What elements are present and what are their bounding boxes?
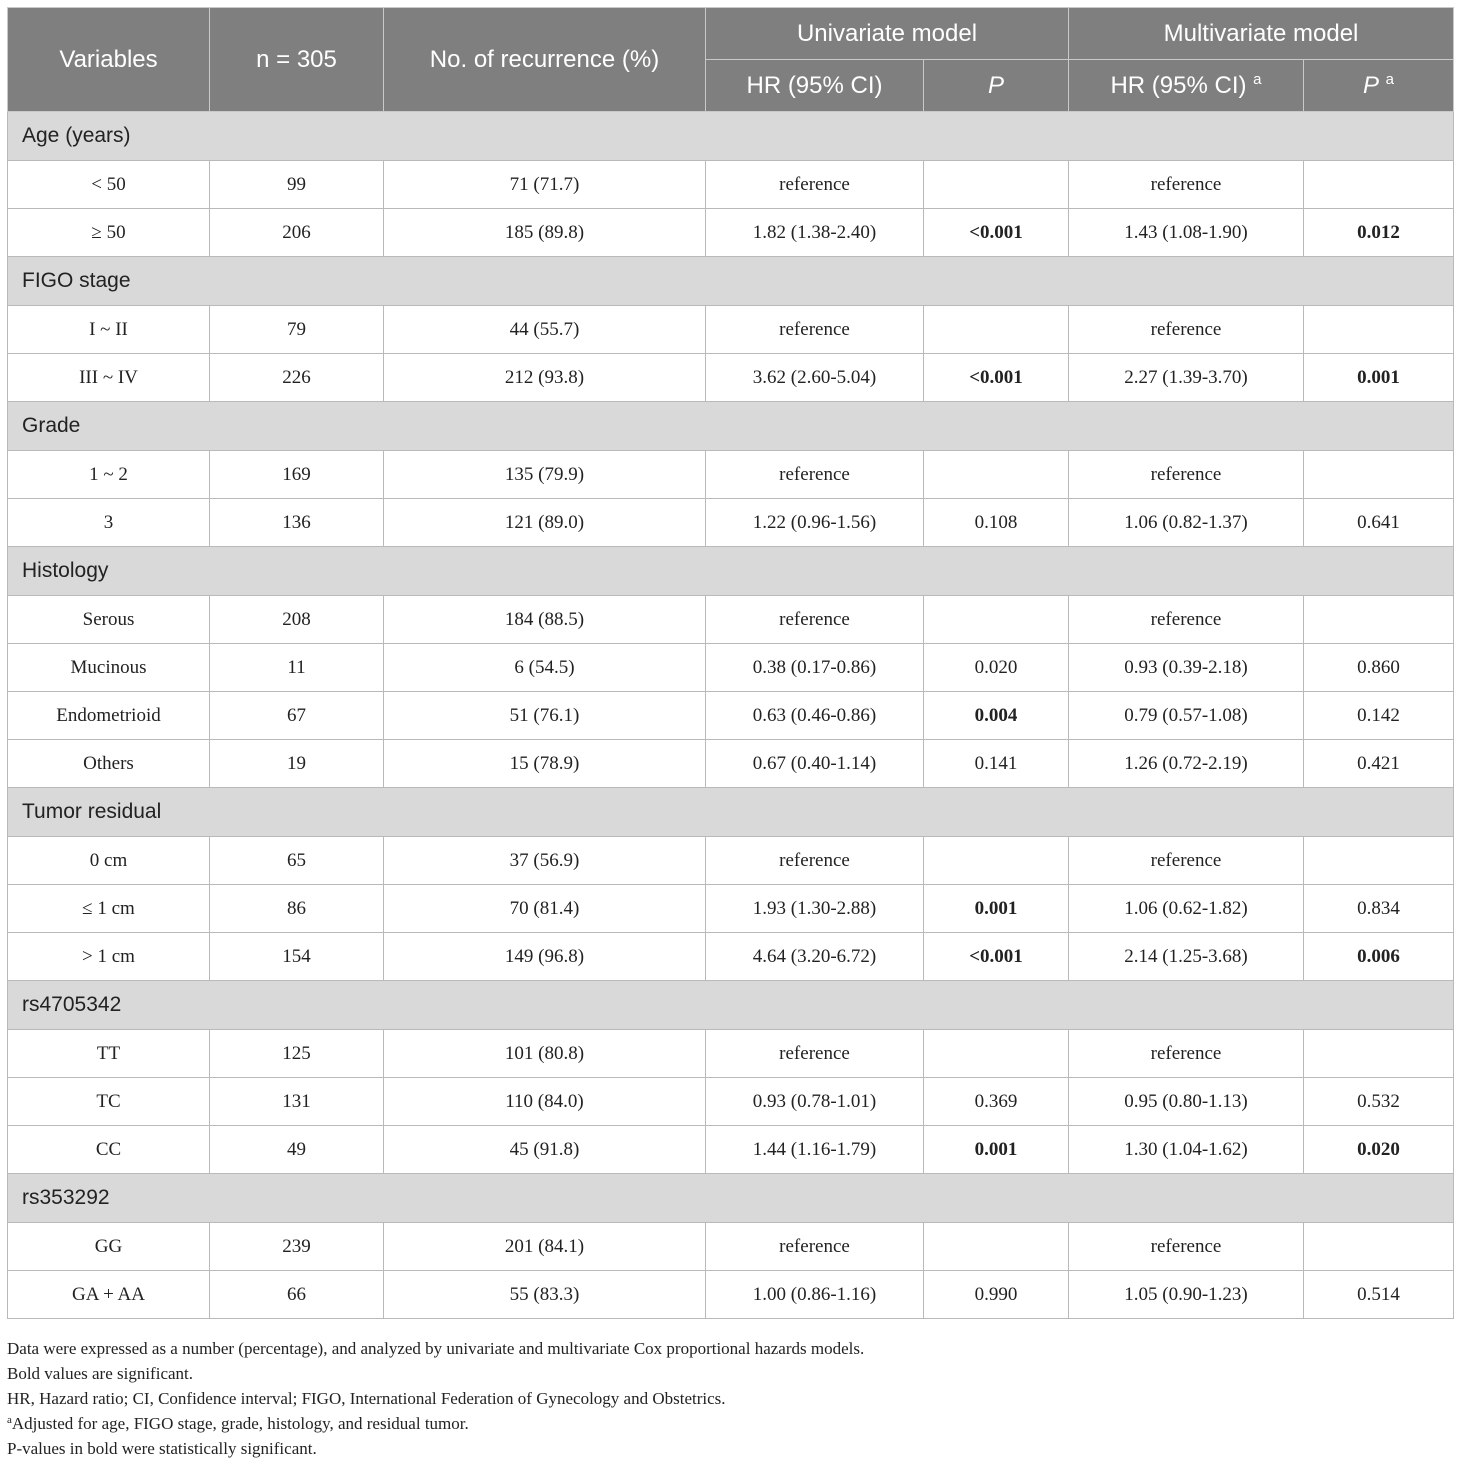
cell-multivariate-hr: 0.79 (0.57-1.08) — [1069, 692, 1304, 740]
cell-variable: GA + AA — [8, 1271, 210, 1319]
cell-multivariate-hr: 1.05 (0.90-1.23) — [1069, 1271, 1304, 1319]
cell-multivariate-p: 0.421 — [1304, 740, 1454, 788]
cell-multivariate-hr: 0.95 (0.80-1.13) — [1069, 1078, 1304, 1126]
cell-recurrence: 37 (56.9) — [384, 837, 706, 885]
cell-multivariate-p: 0.860 — [1304, 644, 1454, 692]
cell-univariate-p: 0.001 — [924, 1126, 1069, 1174]
cell-multivariate-hr: reference — [1069, 161, 1304, 209]
cell-multivariate-p: 0.012 — [1304, 209, 1454, 257]
group-title: FIGO stage — [8, 257, 1454, 306]
footnote-5: P-values in bold were statistically significant. — [7, 1439, 317, 1458]
cell-univariate-hr: reference — [706, 837, 924, 885]
cell-recurrence: 45 (91.8) — [384, 1126, 706, 1174]
table-row — [8, 596, 1454, 644]
header-uni-hr: HR (95% CI) — [706, 60, 924, 112]
table-body — [8, 112, 1454, 1319]
cell-variable: III ~ IV — [8, 354, 210, 402]
cell-multivariate-p — [1304, 451, 1454, 499]
table-row — [8, 740, 1454, 788]
table-footnotes — [7, 1336, 1453, 1461]
cell-multivariate-hr: 1.30 (1.04-1.62) — [1069, 1126, 1304, 1174]
cell-variable: Endometrioid — [8, 692, 210, 740]
cell-n: 131 — [210, 1078, 384, 1126]
cell-n: 154 — [210, 933, 384, 981]
cell-multivariate-p — [1304, 596, 1454, 644]
header-variables: Variables — [8, 8, 210, 112]
cell-recurrence: 201 (84.1) — [384, 1223, 706, 1271]
cell-n: 208 — [210, 596, 384, 644]
cell-multivariate-hr: reference — [1069, 1030, 1304, 1078]
table-row — [8, 692, 1454, 740]
cell-variable: > 1 cm — [8, 933, 210, 981]
cox-regression-table — [7, 7, 1454, 1319]
table-row — [8, 1126, 1454, 1174]
table-header — [8, 8, 1454, 112]
table-row — [8, 499, 1454, 547]
cell-univariate-p — [924, 837, 1069, 885]
cell-univariate-p: 0.020 — [924, 644, 1069, 692]
cell-multivariate-p: 0.020 — [1304, 1126, 1454, 1174]
cell-recurrence: 55 (83.3) — [384, 1271, 706, 1319]
cell-univariate-hr: 0.67 (0.40-1.14) — [706, 740, 924, 788]
cell-multivariate-p — [1304, 161, 1454, 209]
header-multi-p-sup: a — [1385, 70, 1395, 88]
cell-univariate-hr: 1.44 (1.16-1.79) — [706, 1126, 924, 1174]
cell-multivariate-hr: reference — [1069, 837, 1304, 885]
table-row — [8, 306, 1454, 354]
header-multi-p — [1304, 60, 1454, 112]
cell-n: 86 — [210, 885, 384, 933]
table-row — [8, 209, 1454, 257]
cell-univariate-hr: reference — [706, 1030, 924, 1078]
cell-recurrence: 121 (89.0) — [384, 499, 706, 547]
cell-multivariate-hr: 2.14 (1.25-3.68) — [1069, 933, 1304, 981]
cell-univariate-p: 0.108 — [924, 499, 1069, 547]
header-recurrence: No. of recurrence (%) — [384, 8, 706, 112]
results-table-container — [7, 7, 1453, 1319]
header-univariate: Univariate model — [706, 8, 1069, 60]
cell-recurrence: 44 (55.7) — [384, 306, 706, 354]
table-row — [8, 885, 1454, 933]
cell-multivariate-hr: reference — [1069, 596, 1304, 644]
cell-univariate-hr: reference — [706, 306, 924, 354]
cell-variable: TT — [8, 1030, 210, 1078]
cell-multivariate-hr: 1.06 (0.82-1.37) — [1069, 499, 1304, 547]
cell-univariate-p: <0.001 — [924, 933, 1069, 981]
cell-multivariate-p — [1304, 306, 1454, 354]
cell-univariate-hr: 0.93 (0.78-1.01) — [706, 1078, 924, 1126]
table-row — [8, 837, 1454, 885]
group-header-row — [8, 257, 1454, 306]
cell-variable: CC — [8, 1126, 210, 1174]
cell-univariate-hr: 0.38 (0.17-0.86) — [706, 644, 924, 692]
cell-n: 206 — [210, 209, 384, 257]
cell-n: 66 — [210, 1271, 384, 1319]
header-multi-hr — [1069, 60, 1304, 112]
group-title: Age (years) — [8, 112, 1454, 161]
cell-variable: GG — [8, 1223, 210, 1271]
cell-multivariate-p: 0.532 — [1304, 1078, 1454, 1126]
cell-multivariate-hr: 1.43 (1.08-1.90) — [1069, 209, 1304, 257]
cell-multivariate-p: 0.001 — [1304, 354, 1454, 402]
cell-recurrence: 51 (76.1) — [384, 692, 706, 740]
cell-recurrence: 212 (93.8) — [384, 354, 706, 402]
cell-variable: Serous — [8, 596, 210, 644]
cell-univariate-hr: 1.93 (1.30-2.88) — [706, 885, 924, 933]
cell-multivariate-p: 0.006 — [1304, 933, 1454, 981]
header-multi-hr-sup: a — [1253, 70, 1262, 88]
cell-univariate-hr: reference — [706, 1223, 924, 1271]
cell-univariate-p: <0.001 — [924, 354, 1069, 402]
cell-multivariate-hr: 1.26 (0.72-2.19) — [1069, 740, 1304, 788]
header-multi-p-label: P — [1362, 71, 1379, 99]
cell-n: 169 — [210, 451, 384, 499]
cell-univariate-p — [924, 1223, 1069, 1271]
table-row — [8, 1030, 1454, 1078]
cell-univariate-p: 0.141 — [924, 740, 1069, 788]
table-row — [8, 644, 1454, 692]
cell-variable: < 50 — [8, 161, 210, 209]
cell-univariate-p — [924, 451, 1069, 499]
cell-univariate-hr: 1.22 (0.96-1.56) — [706, 499, 924, 547]
cell-univariate-p — [924, 1030, 1069, 1078]
header-n: n = 305 — [210, 8, 384, 112]
cell-n: 125 — [210, 1030, 384, 1078]
cell-variable: 1 ~ 2 — [8, 451, 210, 499]
cell-variable: TC — [8, 1078, 210, 1126]
footnote-4 — [7, 1411, 1453, 1436]
cell-univariate-hr: reference — [706, 161, 924, 209]
footnote-2: Bold values are significant. — [7, 1364, 194, 1383]
cell-variable: ≥ 50 — [8, 209, 210, 257]
cell-univariate-hr: 4.64 (3.20-6.72) — [706, 933, 924, 981]
table-row — [8, 933, 1454, 981]
cell-recurrence: 6 (54.5) — [384, 644, 706, 692]
cell-multivariate-p — [1304, 837, 1454, 885]
cell-n: 49 — [210, 1126, 384, 1174]
cell-univariate-hr: 0.63 (0.46-0.86) — [706, 692, 924, 740]
cell-variable: I ~ II — [8, 306, 210, 354]
table-row — [8, 1271, 1454, 1319]
cell-n: 136 — [210, 499, 384, 547]
footnote-3: HR, Hazard ratio; CI, Confidence interval; FIGO, International Federation of Gynecology and Obstetrics. — [7, 1389, 726, 1408]
cell-recurrence: 110 (84.0) — [384, 1078, 706, 1126]
header-multivariate: Multivariate model — [1069, 8, 1454, 60]
cell-n: 19 — [210, 740, 384, 788]
cell-multivariate-hr: reference — [1069, 1223, 1304, 1271]
cell-univariate-hr: 3.62 (2.60-5.04) — [706, 354, 924, 402]
group-header-row — [8, 1174, 1454, 1223]
cell-univariate-p: 0.990 — [924, 1271, 1069, 1319]
cell-multivariate-p: 0.142 — [1304, 692, 1454, 740]
cell-univariate-p: <0.001 — [924, 209, 1069, 257]
cell-n: 11 — [210, 644, 384, 692]
group-header-row — [8, 402, 1454, 451]
group-header-row — [8, 788, 1454, 837]
cell-multivariate-hr: 2.27 (1.39-3.70) — [1069, 354, 1304, 402]
footnote-1: Data were expressed as a number (percentage), and analyzed by univariate and multivariate Cox proportional hazards models. — [7, 1339, 865, 1358]
cell-univariate-p — [924, 306, 1069, 354]
cell-n: 67 — [210, 692, 384, 740]
cell-multivariate-p: 0.834 — [1304, 885, 1454, 933]
cell-recurrence: 184 (88.5) — [384, 596, 706, 644]
table-row — [8, 1078, 1454, 1126]
cell-multivariate-p — [1304, 1223, 1454, 1271]
header-uni-p: P — [924, 60, 1069, 112]
group-title: rs4705342 — [8, 981, 1454, 1030]
cell-univariate-p — [924, 596, 1069, 644]
footnote-4-text: Adjusted for age, FIGO stage, grade, histology, and residual tumor. — [11, 1414, 469, 1433]
cell-variable: 3 — [8, 499, 210, 547]
cell-recurrence: 101 (80.8) — [384, 1030, 706, 1078]
table-row — [8, 1223, 1454, 1271]
table-row — [8, 354, 1454, 402]
header-multi-hr-label: HR (95% CI) — [1110, 71, 1247, 99]
cell-n: 239 — [210, 1223, 384, 1271]
group-header-row — [8, 112, 1454, 161]
cell-univariate-p — [924, 161, 1069, 209]
table-row — [8, 161, 1454, 209]
cell-multivariate-p: 0.641 — [1304, 499, 1454, 547]
cell-multivariate-hr: reference — [1069, 451, 1304, 499]
group-title: Grade — [8, 402, 1454, 451]
cell-recurrence: 135 (79.9) — [384, 451, 706, 499]
cell-variable: Mucinous — [8, 644, 210, 692]
cell-variable: Others — [8, 740, 210, 788]
cell-recurrence: 70 (81.4) — [384, 885, 706, 933]
group-header-row — [8, 547, 1454, 596]
cell-variable: ≤ 1 cm — [8, 885, 210, 933]
cell-univariate-p: 0.369 — [924, 1078, 1069, 1126]
cell-n: 65 — [210, 837, 384, 885]
cell-recurrence: 149 (96.8) — [384, 933, 706, 981]
cell-univariate-p: 0.004 — [924, 692, 1069, 740]
cell-univariate-hr: 1.00 (0.86-1.16) — [706, 1271, 924, 1319]
cell-multivariate-hr: reference — [1069, 306, 1304, 354]
group-title: Tumor residual — [8, 788, 1454, 837]
cell-multivariate-p — [1304, 1030, 1454, 1078]
group-title: Histology — [8, 547, 1454, 596]
cell-n: 226 — [210, 354, 384, 402]
cell-multivariate-hr: 1.06 (0.62-1.82) — [1069, 885, 1304, 933]
cell-univariate-hr: 1.82 (1.38-2.40) — [706, 209, 924, 257]
cell-recurrence: 15 (78.9) — [384, 740, 706, 788]
cell-multivariate-hr: 0.93 (0.39-2.18) — [1069, 644, 1304, 692]
cell-n: 99 — [210, 161, 384, 209]
table-row — [8, 451, 1454, 499]
cell-recurrence: 185 (89.8) — [384, 209, 706, 257]
cell-univariate-p: 0.001 — [924, 885, 1069, 933]
cell-recurrence: 71 (71.7) — [384, 161, 706, 209]
cell-n: 79 — [210, 306, 384, 354]
group-header-row — [8, 981, 1454, 1030]
footnote-4-sup: a — [7, 1414, 12, 1426]
cell-multivariate-p: 0.514 — [1304, 1271, 1454, 1319]
cell-univariate-hr: reference — [706, 596, 924, 644]
cell-variable: 0 cm — [8, 837, 210, 885]
group-title: rs353292 — [8, 1174, 1454, 1223]
cell-univariate-hr: reference — [706, 451, 924, 499]
